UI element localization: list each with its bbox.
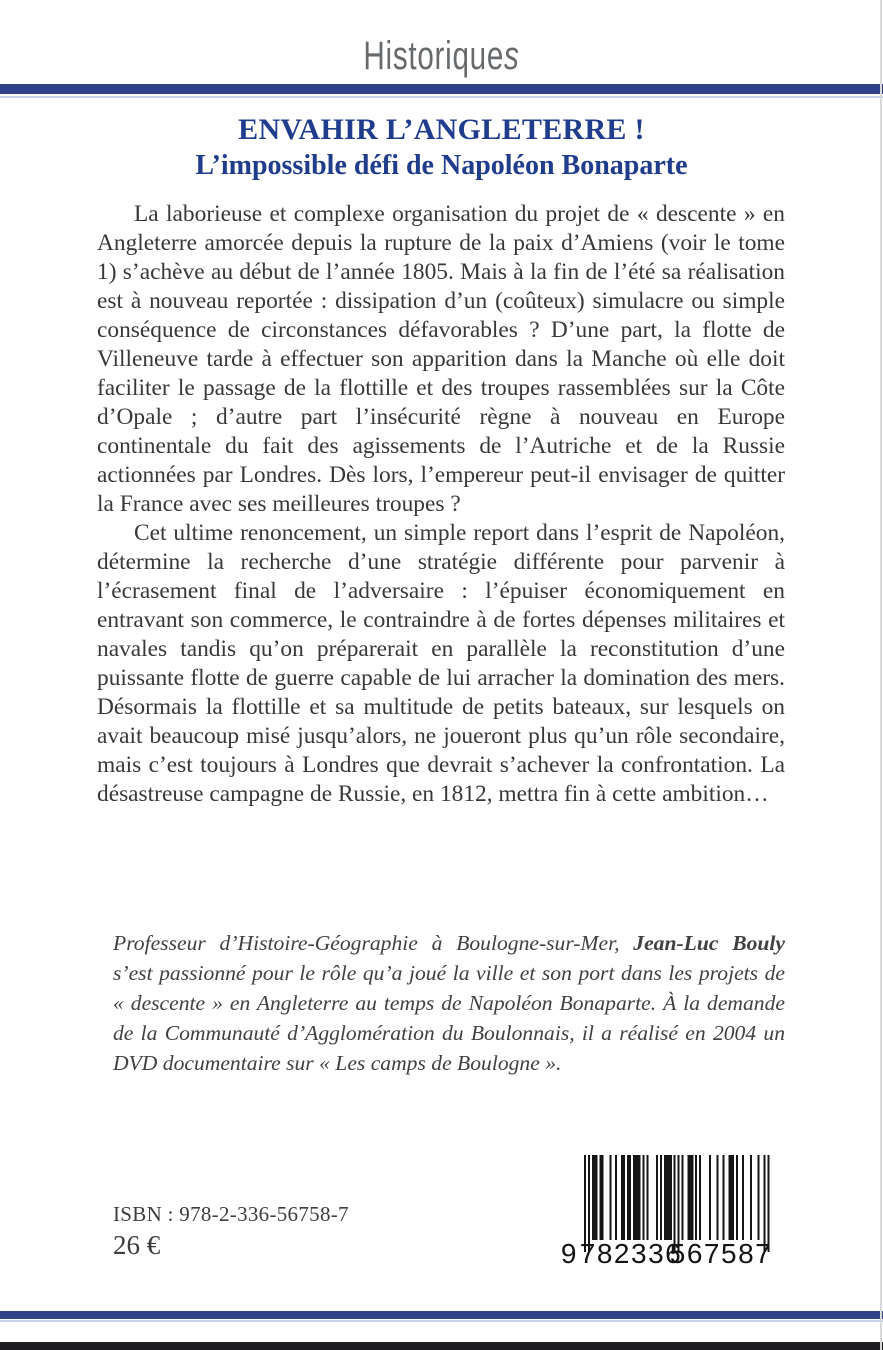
- collection-logo-main: Historique: [363, 34, 505, 78]
- isbn-label: ISBN : 978-2-336-56758-7: [113, 1202, 349, 1226]
- bio-text-after: s’est passionné pour le rôle qu’a joué la ville et son port dans les projets de « descente » en Angleterre au temps de Napoléon Bonaparte. À la demande de la Communauté d’Agglomération du Boulonnais, il a réalisé en 2004 un DVD documentaire sur « Les camps de Boulogne ».: [113, 961, 785, 1075]
- synopsis-paragraph-2: Cet ultime renoncement, un simple report dans l’esprit de Napoléon, détermine la recherche d’une stratégie différente pour parvenir à l’écrasement final de l’adversaire : l’épuiser économiquement en entravant son commerce, le contraindre à de fortes dépenses militaires et navales tandis qu’on préparerait en parallèle la reconstitution d’une puissante flotte de guerre capable de lui arracher la domination des mers. Désormais la flottille et sa multitude de petits bateaux, sur lesquels on avait beaucoup misé jusqu’alors, ne joueront plus qu’un rôle secondaire, mais c’est toujours à Londres que devrait s’achever la confrontation. La désastreuse campagne de Russie, en 1812, mettra fin à cette ambition…: [97, 520, 785, 807]
- synopsis-paragraph-1: La laborieuse et complexe organisation du projet de « descente » en Angleterre amorcée depuis la rupture de la paix d’Amiens (voir le tome 1) s’achève au début de l’année 1805. Mais à la fin de l’été sa réalisation est à nouveau reportée : dissipation d’un (coûteux) simulacre ou simple conséquence de circonstances défavorables ? D’une part, la flotte de Villeneuve tarde à effectuer son apparition dans la Manche où elle doit faciliter le passage de la flottille et des troupes rassemblées sur la Côte d’Opale ; d’autre part l’insécurité règne à nouveau en Europe continentale du fait des agissements de l’Autriche et de la Russie actionnées par Londres. Dès lors, l’empereur peut-il envisager de quitter la France avec ses meilleures troupes ?: [97, 201, 785, 517]
- book-subtitle: L’impossible défi de Napoléon Bonaparte: [195, 150, 688, 181]
- title-block: [0, 113, 883, 182]
- top-lightblue-rule: [0, 96, 883, 98]
- author-bio: [113, 928, 785, 1078]
- bio-text-before: Professeur d’Histoire-Géographie à Boulogne-sur-Mer,: [113, 931, 634, 955]
- barcode-digit-lead: 9: [560, 1238, 578, 1269]
- barcode-graphic: [560, 1142, 820, 1270]
- synopsis: [97, 200, 785, 809]
- barcode-digits-left: 782336: [579, 1238, 683, 1269]
- collection-logo-tail: s: [504, 34, 520, 78]
- bottom-dark-edge: [0, 1342, 883, 1350]
- bottom-lightblue-rule: [0, 1320, 883, 1322]
- author-name: Jean-Luc Bouly: [633, 931, 785, 955]
- book-title: ENVAHIR L’ANGLETERRE !: [238, 113, 645, 146]
- collection-logo: [115, 34, 768, 79]
- ean13-barcode: [560, 1142, 820, 1270]
- bottom-navy-band: [0, 1311, 883, 1319]
- barcode-digits-right: 567587: [669, 1238, 773, 1269]
- top-navy-band: [0, 84, 883, 94]
- price-label: 26 €: [113, 1230, 161, 1260]
- right-scan-edge: [880, 0, 882, 1350]
